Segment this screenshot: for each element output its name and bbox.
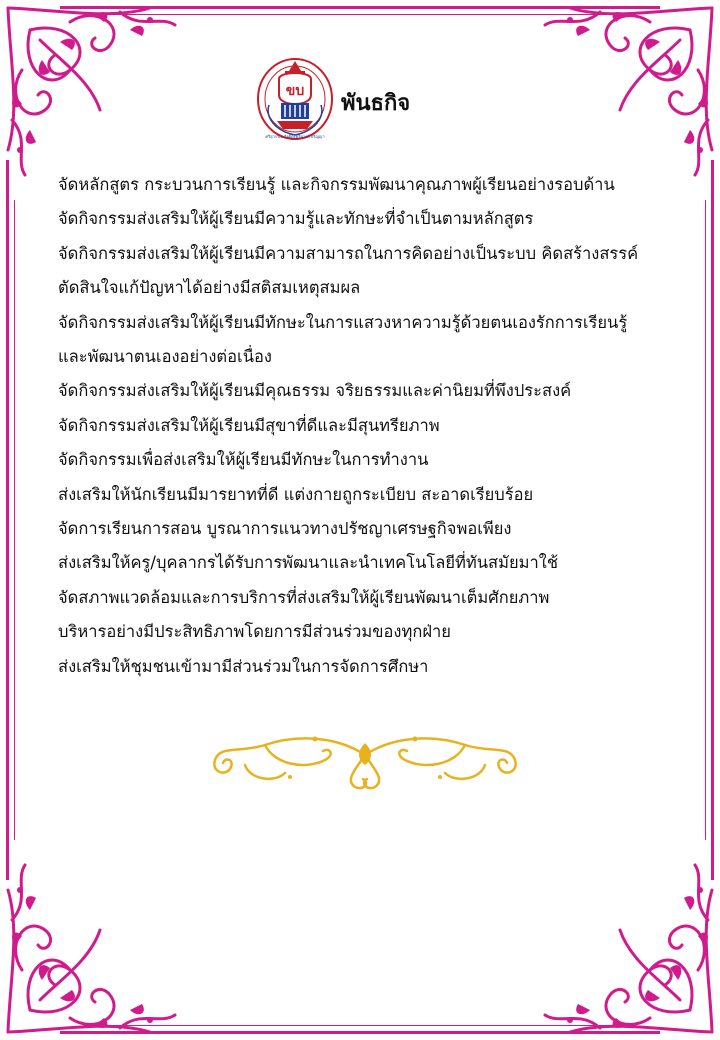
mission-item: จัดกิจกรรมเพื่อส่งเสริมให้ผู้เรียนมีทักษะในการทำงาน <box>58 450 429 470</box>
frame-border-left <box>6 160 9 880</box>
mission-item: ส่งเสริมให้ครู/บุคลากรได้รับการพัฒนาและนำเทคโนโลยีที่ทันสมัยมาใช้ <box>58 553 559 573</box>
page-header <box>255 55 410 141</box>
emblem-caption: ศรีสุวรรณ สังคีตะดุริยางค์ ปริญญา <box>265 134 325 139</box>
corner-swirl-icon <box>0 850 190 1040</box>
page-title: พันธกิจ <box>341 90 411 116</box>
mission-item: ตัดสินใจแก้ปัญหาได้อย่างมีสติสมเหตุสมผล <box>58 278 361 298</box>
frame-border-right <box>711 160 714 880</box>
frame-border-left-inner <box>14 200 15 840</box>
corner-swirl-icon <box>0 0 190 190</box>
mission-item: จัดกิจกรรมส่งเสริมให้ผู้เรียนมีคุณธรรม จริยธรรมและค่านิยมที่พึงประสงค์ <box>58 381 572 401</box>
mission-item: จัดสภาพแวดล้อมและการบริการที่ส่งเสริมให้ผู้เรียนพัฒนาเต็มศักยภาพ <box>58 587 550 607</box>
school-emblem-icon <box>255 55 335 141</box>
mission-item: จัดกิจกรรมส่งเสริมให้ผู้เรียนมีความรู้และทักษะที่จำเป็นตามหลักสูตร <box>58 209 534 229</box>
mission-item: จัดกิจกรรมส่งเสริมให้ผู้เรียนมีความสามารถในการคิดอย่างเป็นระบบ คิดสร้างสรรค์ <box>58 243 639 263</box>
mission-item: จัดการเรียนการสอน บูรณาการแนวทางปรัชญาเศรษฐกิจพอเพียง <box>58 519 512 539</box>
svg-text:ขบ: ขบ <box>285 82 305 98</box>
mission-item: จัดกิจกรรมส่งเสริมให้ผู้เรียนมีทักษะในการแสวงหาความรู้ด้วยตนเองรักการเรียนรู้ <box>58 312 628 332</box>
mission-list <box>58 168 678 684</box>
mission-item: จัดกิจกรรมส่งเสริมให้ผู้เรียนมีสุขาที่ดีและมีสุนทรียภาพ <box>58 415 440 435</box>
mission-item: จัดหลักสูตร กระบวนการเรียนรู้ และกิจกรรมพัฒนาคุณภาพผู้เรียนอย่างรอบด้าน <box>58 175 615 194</box>
corner-swirl-icon <box>530 850 720 1040</box>
frame-border-right-inner <box>705 200 706 840</box>
gold-scroll-ornament-icon <box>205 725 525 795</box>
corner-swirl-icon <box>530 0 720 190</box>
mission-item: ส่งเสริมให้นักเรียนมีมารยาทที่ดี แต่งกายถูกระเบียบ สะอาดเรียบร้อย <box>58 484 534 504</box>
mission-item: และพัฒนาตนเองอย่างต่อเนื่อง <box>58 347 272 367</box>
mission-item: ส่งเสริมให้ชุมชนเข้ามามีส่วนร่วมในการจัดการศึกษา <box>58 656 429 676</box>
mission-item: บริหารอย่างมีประสิทธิภาพโดยการมีส่วนร่วมของทุกฝ่าย <box>58 622 451 642</box>
